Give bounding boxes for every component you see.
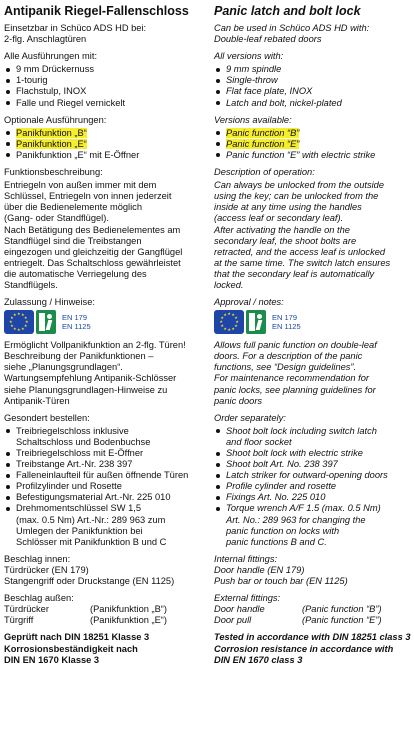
- list-item: [214, 470, 412, 481]
- inside-heading: Internal fittings:: [214, 553, 278, 564]
- description-line: retracted, and the access leaf is unlocked: [214, 246, 386, 257]
- table-row: [214, 604, 382, 615]
- description-heading: Description of operation:: [214, 167, 315, 178]
- options-heading: Versions available:: [214, 114, 292, 125]
- intro-line: 2-flg. Anschlagtüren: [4, 34, 87, 45]
- description-line: secondary leaf, the shoot bolts are: [214, 235, 357, 246]
- description-line: Standflügel sind die Treibstangen: [4, 235, 142, 246]
- versions-heading: Alle Ausführungen mit:: [4, 51, 98, 62]
- star-icon: ★: [25, 319, 29, 325]
- list-item: [214, 481, 412, 492]
- list-item: 9 mm spindle: [214, 64, 412, 75]
- order-line: Treibriegelschloss inklusive: [16, 425, 129, 436]
- description-line: Standflügels.: [4, 279, 58, 290]
- star-icon: ★: [220, 323, 224, 329]
- list-item: [214, 503, 412, 547]
- standard-label: EN 179: [62, 313, 88, 323]
- fitting-note: (Panikfunktion „B“): [90, 604, 167, 615]
- door-shape: [249, 313, 255, 331]
- star-icon: ★: [13, 312, 17, 318]
- versions-list: [214, 64, 412, 108]
- description-line: After activating the handle on the: [214, 224, 350, 235]
- intro-line: Can be used in Schüco ADS HD with:: [214, 23, 370, 33]
- approval-line: Antipanik-Türen: [4, 395, 70, 406]
- standards-list: [62, 313, 91, 331]
- order-line: Shoot bolt lock including switch latch: [226, 425, 377, 436]
- footer-line: Korrosionsbeständigkeit nach: [4, 643, 138, 654]
- order-list: [214, 426, 412, 548]
- intro-section: [4, 23, 202, 45]
- description-line: die automatische Verriegelung des: [4, 268, 147, 279]
- order-line: Shoot bolt lock with electric strike: [226, 448, 363, 458]
- list-item: [214, 426, 412, 448]
- fitting-item: Door handle: [214, 604, 265, 615]
- list-item: Single-throw: [214, 75, 412, 86]
- versions-heading: All versions with:: [214, 51, 284, 62]
- description-section: [214, 167, 412, 291]
- order-heading: Order separately:: [214, 412, 286, 423]
- option-label: Panikfunktion „E“: [16, 138, 87, 149]
- star-icon: ★: [227, 311, 231, 317]
- list-item: [4, 492, 202, 503]
- order-line: Profile cylinder and rosette: [226, 481, 337, 492]
- order-line: Profilzylinder und Rosette: [16, 481, 122, 492]
- options-list: [4, 128, 202, 161]
- option-label: Panic function “B”: [226, 127, 300, 138]
- order-line: and floor socket: [226, 436, 292, 447]
- options-section: [214, 115, 412, 161]
- option-item: [214, 128, 412, 139]
- option-item: [4, 139, 202, 150]
- list-item: Flat face plate, INOX: [214, 86, 412, 97]
- approval-line: panic doors: [214, 395, 263, 406]
- star-icon: ★: [231, 326, 235, 332]
- description-line: that the secondary leaf is automatically: [214, 268, 375, 279]
- outside-fittings-table: [214, 604, 382, 626]
- options-list: [214, 128, 412, 161]
- list-item: [214, 459, 412, 470]
- list-item: [4, 481, 202, 492]
- footer-line: DIN EN 1670 class 3: [214, 654, 303, 665]
- approval-section: [214, 297, 412, 407]
- figure-head: [47, 314, 52, 319]
- star-icon: ★: [9, 319, 13, 325]
- description-line: locked.: [214, 279, 244, 290]
- inside-line: Stangengriff oder Druckstange (EN 1125): [4, 576, 175, 587]
- approval-line: siehe „Planungsgrundlagen“.: [4, 362, 123, 373]
- star-icon: ★: [233, 323, 238, 329]
- star-icon: ★: [10, 315, 14, 321]
- list-item: [4, 448, 202, 459]
- list-item: Flachstulp, INOX: [4, 86, 202, 97]
- list-item: Falle und Riegel vernickelt: [4, 98, 202, 109]
- table-row: [4, 604, 167, 615]
- star-icon: ★: [21, 312, 25, 318]
- figure-body: [256, 320, 263, 330]
- description-line: entriegelt. Das Schaltschloss gewährleistet: [4, 257, 181, 268]
- description-line: (Gang- oder Standflügel).: [4, 213, 109, 224]
- approval-line: Wartungsempfehlung Antipanik-Schlösser: [4, 373, 177, 384]
- star-icon: ★: [233, 315, 238, 321]
- star-icon: ★: [231, 312, 235, 318]
- star-icon: ★: [220, 315, 224, 321]
- star-icon: ★: [219, 319, 223, 325]
- order-line: panic functions B and C.: [226, 536, 327, 547]
- standard-label: EN 1125: [272, 322, 301, 332]
- list-item: Latch and bolt, nickel-plated: [214, 98, 412, 109]
- order-line: Falleneinlaufteil für außen öffnende Türen: [16, 470, 189, 481]
- star-icon: ★: [227, 327, 231, 333]
- description-section: [4, 167, 202, 291]
- option-label: Panic function “E” with electric strike: [226, 149, 376, 160]
- page-title: Antipanik Riegel-Fallenschloss: [4, 4, 189, 18]
- option-item: [4, 128, 202, 139]
- description-line: Nach Betätigung des Bedienelementes am: [4, 224, 181, 235]
- order-line: Art. No.: 289 963 for changing the: [226, 514, 366, 525]
- description-line: über die Bedienelemente möglich: [4, 202, 142, 213]
- figure-head: [257, 314, 262, 319]
- description-line: (access leaf or secondary leaf).: [214, 213, 344, 224]
- german-column: [4, 4, 202, 672]
- fitting-note: (Panikfunktion „E“): [90, 615, 167, 626]
- intro-line: Double-leaf rebated doors: [214, 34, 322, 45]
- order-line: Schlösser mit Panikfunktion B und C: [16, 536, 167, 547]
- options-heading: Optionale Ausführungen:: [4, 114, 107, 125]
- versions-list: [4, 64, 202, 108]
- order-line: Torque wrench A/F 1.5 (max. 0.5 Nm): [226, 503, 381, 514]
- list-item: [214, 492, 412, 503]
- order-section: [214, 413, 412, 548]
- emergency-exit-icon: [36, 310, 56, 334]
- order-line: Latch striker for outward-opening doors: [226, 470, 388, 481]
- star-icon: ★: [17, 311, 21, 317]
- certification-badge: [214, 310, 412, 334]
- star-icon: ★: [13, 326, 17, 332]
- option-item: [214, 139, 412, 150]
- inside-line: Door handle (EN 179): [214, 564, 305, 575]
- figure-body: [46, 320, 53, 330]
- order-line: Schaltschloss und Bodenbuchse: [16, 436, 151, 447]
- english-column: [214, 4, 412, 672]
- outside-heading: External fittings:: [214, 593, 281, 604]
- footer-line: Geprüft nach DIN 18251 Klasse 3: [4, 632, 150, 643]
- description-line: Schlüssel, Entriegeln von innen jederzeit: [4, 191, 172, 202]
- certification-footer: [214, 632, 412, 665]
- description-line: Entriegeln von außen immer mit dem: [4, 180, 157, 191]
- star-icon: ★: [23, 323, 28, 329]
- star-icon: ★: [23, 315, 28, 321]
- certification-footer: [4, 632, 202, 665]
- option-label: Panic function “E”: [226, 138, 300, 149]
- star-icon: ★: [17, 327, 21, 333]
- intro-line: Einsetzbar in Schüco ADS HD bei:: [4, 23, 147, 33]
- star-icon: ★: [21, 326, 25, 332]
- description-line: eingezogen und gleichzeitig der Gangflügel: [4, 246, 183, 257]
- approval-line: Ermöglicht Vollpanikfunktion an 2-flg. Türen!: [4, 340, 186, 351]
- fitting-note: (Panic function “E”): [302, 615, 382, 626]
- order-line: Fixings Art. No. 225 010: [226, 492, 326, 503]
- approval-section: [4, 297, 202, 407]
- inside-heading: Beschlag innen:: [4, 553, 71, 564]
- footer-line: Tested in accordance with DIN 18251 class 3: [214, 632, 411, 643]
- list-item: [4, 470, 202, 481]
- certification-badge: [4, 310, 202, 334]
- inside-line: Türdrücker (EN 179): [4, 564, 89, 575]
- outside-heading: Beschlag außen:: [4, 593, 74, 604]
- emergency-exit-icon: [246, 310, 266, 334]
- options-section: [4, 115, 202, 161]
- order-heading: Gesondert bestellen:: [4, 412, 90, 423]
- option-item: [214, 150, 412, 161]
- inside-line: Push bar or touch bar (EN 1125): [214, 576, 348, 587]
- table-row: [214, 615, 382, 626]
- approval-line: panic locks, see planning guidelines for: [214, 384, 376, 395]
- inside-fittings-section: [4, 554, 202, 587]
- star-icon: ★: [223, 312, 227, 318]
- fitting-note: (Panic function “B”): [302, 604, 382, 615]
- approval-line: siehe Planungsgrundlagen-Hinweise zu: [4, 384, 168, 395]
- star-icon: ★: [223, 326, 227, 332]
- option-item: [4, 150, 202, 161]
- order-line: Treibstange Art.-Nr. 238 397: [16, 459, 133, 470]
- door-shape: [39, 313, 45, 331]
- fitting-item: Door pull: [214, 615, 252, 626]
- option-label: Panikfunktion „E“ mit E-Öffner: [16, 149, 140, 160]
- outside-fittings-section: [214, 593, 412, 626]
- order-line: Treibriegelschloss mit E-Öffner: [16, 448, 144, 458]
- order-line: Befestigungsmaterial Art.-Nr. 225 010: [16, 492, 171, 503]
- standards-list: [272, 313, 301, 331]
- page-title: Panic latch and bolt lock: [214, 4, 361, 18]
- fitting-item: Türdrücker: [4, 604, 49, 615]
- order-line: Shoot bolt Art. No. 238 397: [226, 459, 338, 470]
- approval-heading: Approval / notes:: [214, 297, 284, 308]
- standard-label: EN 179: [272, 313, 298, 323]
- star-icon: ★: [10, 323, 14, 329]
- description-heading: Funktionsbeschreibung:: [4, 167, 103, 178]
- list-item: 1-tourig: [4, 75, 202, 86]
- description-line: at the same time. The switch latch ensures: [214, 257, 391, 268]
- approval-line: Beschreibung der Panikfunktionen –: [4, 351, 154, 362]
- eu-flag-icon: [214, 310, 244, 334]
- order-line: Umlegen der Panikfunktion bei: [16, 525, 143, 536]
- fitting-item: Türgriff: [4, 615, 34, 626]
- versions-section: [214, 51, 412, 108]
- approval-heading: Zulassung / Hinweise:: [4, 297, 95, 308]
- list-item: [4, 503, 202, 547]
- order-line: (max. 0.5 Nm) Art.-Nr.: 289 963 zum: [16, 514, 166, 525]
- intro-section: [214, 23, 412, 45]
- description-line: inside at any time using the handles: [214, 202, 362, 213]
- inside-fittings-section: [214, 554, 412, 587]
- approval-line: Allows full panic function on double-leaf: [214, 340, 377, 351]
- eu-flag-icon: [4, 310, 34, 334]
- description-line: Can always be unlocked from the outside: [214, 180, 385, 191]
- order-section: [4, 413, 202, 548]
- order-list: [4, 426, 202, 548]
- footer-line: DIN EN 1670 Klasse 3: [4, 654, 100, 665]
- star-icon: ★: [235, 319, 239, 325]
- table-row: [4, 615, 167, 626]
- approval-line: functions, see “Design guidelines”.: [214, 362, 357, 373]
- list-item: [4, 459, 202, 470]
- description-line: using the key; can be unlocked from the: [214, 191, 379, 202]
- list-item: [4, 426, 202, 448]
- order-line: panic function on locks with: [226, 525, 340, 536]
- outside-fittings-section: [4, 593, 202, 626]
- order-line: Drehmomentschlüssel SW 1,5: [16, 503, 142, 514]
- versions-section: [4, 51, 202, 108]
- option-label: Panikfunktion „B“: [16, 127, 87, 138]
- footer-line: Corrosion resistance in accordance with: [214, 643, 394, 654]
- approval-line: doors. For a description of the panic: [214, 351, 363, 362]
- approval-line: For maintenance recommendation for: [214, 373, 370, 384]
- list-item: 9 mm Drückernuss: [4, 64, 202, 75]
- standard-label: EN 1125: [62, 322, 91, 332]
- list-item: [214, 448, 412, 459]
- outside-fittings-table: [4, 604, 167, 626]
